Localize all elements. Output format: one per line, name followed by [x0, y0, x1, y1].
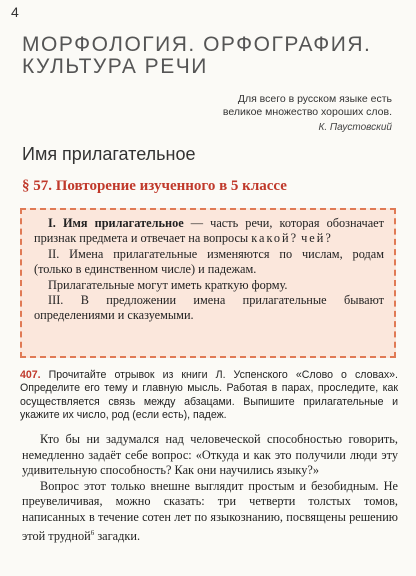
epigraph-line-1: Для всего в русском языке есть [237, 93, 392, 105]
body-paragraph-2-end: загадки. [94, 528, 141, 543]
rule-1-question-1: какой? [251, 231, 299, 246]
rule-1 [34, 216, 384, 247]
rule-2b: Прилагательные могут иметь краткую форму. [48, 277, 288, 292]
body-paragraph-1: Кто бы ни задумался над человеческой способностью говорить, немедленно задаёт себе вопрос: «Откуда и как это получили люди эту удивительную способность? Как они научились языку?» [22, 432, 398, 478]
exercise-text: Прочитайте отрывок из книги Л. Успенского «Слово о словах». Определите его тему и главную мысль. Работая в парах, проследите, как осуществляется связь между абзацами. Выпишите прилагательные и укажите их число, род (если есть), падеж. [20, 369, 398, 422]
rule-1-term: I. Имя прилагательное [48, 216, 184, 230]
body-text [22, 432, 398, 544]
rule-2: II. Имена прилагательные изменяются по числам, родам (только в единственном числе) и падежам. [34, 246, 384, 277]
rule-1-question-2: чей? [301, 231, 333, 246]
page-number: 4 [11, 4, 19, 20]
epigraph-author: К. Паустовский [318, 122, 392, 133]
chapter-title-line-2: КУЛЬТУРА РЕЧИ [22, 55, 208, 78]
body-paragraph-2 [22, 479, 398, 544]
exercise [20, 369, 398, 423]
epigraph [142, 93, 392, 134]
body-paragraph-2-text: Вопрос этот только внешне выглядит простым и безобидным. Не преувеличивая, можно сказать: три четверти толстых томов, написанных в течение сотен лет по языкознанию, посвящены решению этой трудной [22, 478, 398, 543]
rule-box [20, 208, 396, 358]
rule-1-text: — часть речи, которая обозначает признак предмета и отвечает на вопросы [34, 216, 385, 246]
epigraph-line-2: великое множество хороших слов. [222, 106, 392, 118]
footnote-marker: 6 [90, 528, 95, 537]
chapter-title-line-1: МОРФОЛОГИЯ. ОРФОГРАФИЯ. [22, 33, 372, 56]
paragraph-title: § 57. Повторение изученного в 5 классе [22, 178, 287, 194]
exercise-number: 407. [20, 369, 41, 381]
section-title: Имя прилагательное [22, 144, 196, 164]
chapter-title [22, 34, 371, 78]
rule-3: III. В предложении имена прилагательные бывают определениями и сказуемыми. [34, 293, 384, 323]
